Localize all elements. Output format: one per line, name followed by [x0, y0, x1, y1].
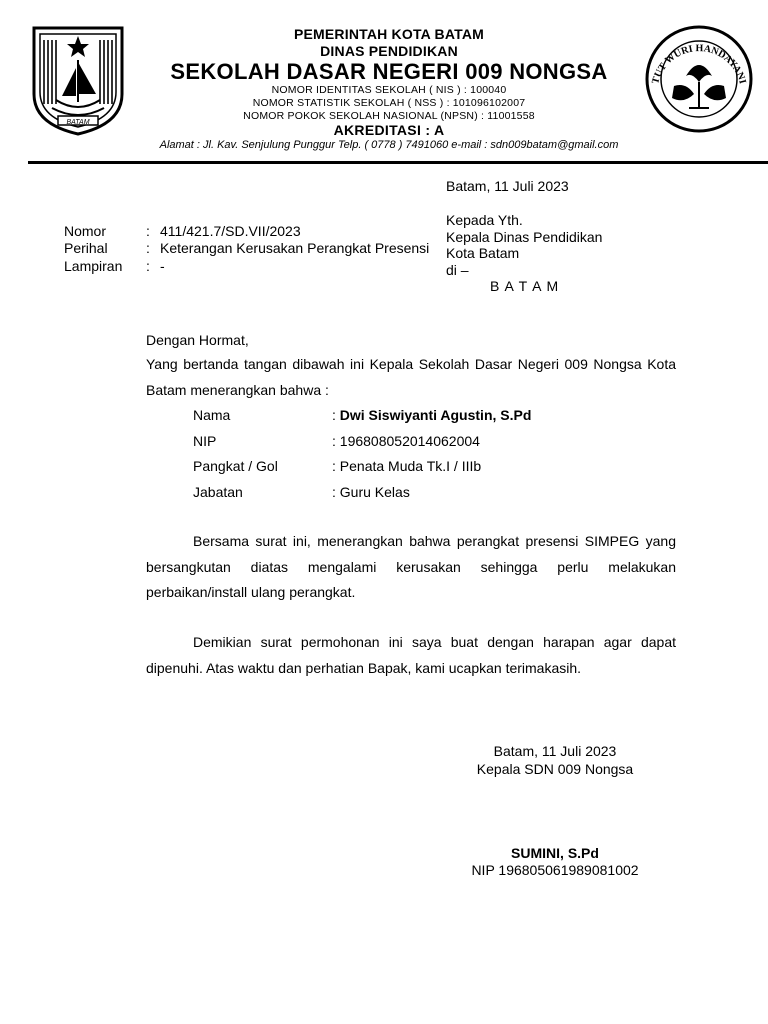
letterhead-divider: [28, 161, 768, 164]
school-npsn: NOMOR POKOK SEKOLAH NASIONAL (NPSN) : 11001558: [243, 110, 535, 122]
intro-paragraph: Yang bertanda tangan dibawah ini Kepala Sekolah Dasar Negeri 009 Nongsa Kota Batam menerangkan bahwa :: [146, 356, 676, 398]
batam-logo-text: BATAM: [66, 119, 90, 126]
signature-title: Kepala SDN 009 Nongsa: [476, 761, 634, 777]
recipient-line-3: Kota Batam: [446, 245, 520, 261]
government-header: PEMERINTAH KOTA BATAM: [293, 26, 485, 42]
school-address: Alamat : Jl. Kav. Senjulung Punggur Telp. ( 0778 ) 7491060 e-mail : sdn009batam@gmail.com: [159, 139, 619, 151]
recipient-city: B A T A M: [490, 278, 560, 294]
school-nis: NOMOR IDENTITAS SEKOLAH ( NIS ) : 100040: [271, 84, 507, 96]
person-value-nip: : 196808052014062004: [332, 433, 480, 449]
tut-wuri-text: TUT WURI HANDAYANI: [650, 43, 748, 86]
meta-sep-perihal: :: [146, 240, 150, 256]
letter-date: Batam, 11 Juli 2023: [446, 178, 569, 194]
meta-value-nomor: 411/421.7/SD.VII/2023: [160, 223, 301, 239]
paragraph-2: Demikian surat permohonan ini saya buat dengan harapan agar dapat dipenuhi. Atas waktu dan perhatian Bapak, kami ucapkan terimakasih.: [146, 634, 676, 676]
school-name: SEKOLAH DASAR NEGERI 009 NONGSA: [170, 59, 608, 84]
person-name-bold: Dwi Siswiyanti Agustin, S.Pd: [339, 407, 532, 423]
signatory-name: SUMINI, S.Pd: [511, 845, 599, 861]
meta-sep-lampiran: :: [146, 258, 150, 274]
person-label-nip: NIP: [193, 433, 217, 449]
meta-label-lampiran: Lampiran: [64, 258, 123, 274]
person-value-jabatan: : Guru Kelas: [332, 484, 410, 500]
department-header: DINAS PENDIDIKAN: [320, 43, 458, 59]
person-value-pangkat: : Penata Muda Tk.I / IIIb: [332, 458, 482, 474]
signatory-nip: NIP 196805061989081002: [471, 862, 639, 878]
person-label-pangkat: Pangkat / Gol: [193, 458, 278, 474]
person-value-nama: : Dwi Siswiyanti Agustin, S.Pd: [332, 407, 532, 423]
accreditation: AKREDITASI : A: [333, 122, 445, 138]
person-label-jabatan: Jabatan: [193, 484, 243, 500]
meta-label-nomor: Nomor: [64, 223, 107, 239]
greeting: Dengan Hormat,: [146, 332, 249, 348]
meta-value-lampiran: -: [160, 258, 165, 274]
meta-value-perihal: Keterangan Kerusakan Perangkat Presensi: [160, 240, 430, 256]
meta-sep-nomor: :: [146, 223, 150, 239]
meta-label-perihal: Perihal: [64, 240, 108, 256]
recipient-line-4: di –: [446, 262, 469, 278]
recipient-line-1: Kepada Yth.: [446, 212, 523, 228]
school-nss: NOMOR STATISTIK SEKOLAH ( NSS ) : 101096102007: [252, 97, 526, 109]
person-label-nama: Nama: [193, 407, 231, 423]
paragraph-1: Bersama surat ini, menerangkan bahwa perangkat presensi SIMPEG yang bersangkutan diatas mengalami kerusakan sehingga perlu melakukan perbaikan/install ulang perangkat.: [146, 533, 676, 600]
signature-date: Batam, 11 Juli 2023: [493, 743, 617, 759]
recipient-line-2: Kepala Dinas Pendidikan: [446, 229, 603, 245]
